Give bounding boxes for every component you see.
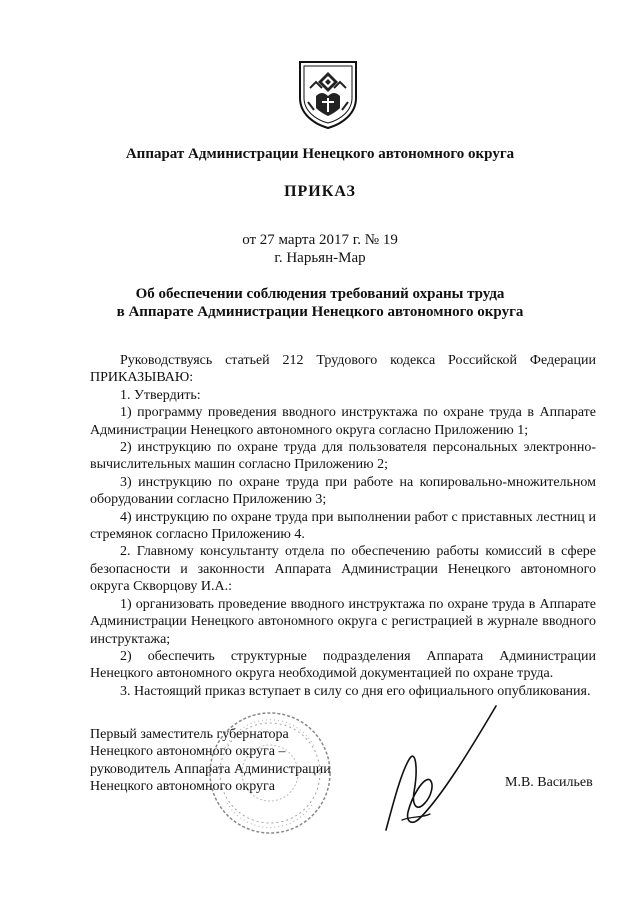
document-subject: [0, 285, 640, 321]
signatory-line-2: Ненецкого автономного округа –: [90, 744, 286, 760]
signatory-line-3: руководитель Аппарата Администрации: [90, 761, 331, 777]
document-date-number: от 27 марта 2017 г. № 19: [242, 232, 398, 248]
paragraph-2-item-1: 1) организовать проведение вводного инструктажа по охране труда в Аппарате Администрации Ненецкого автономного округа с регистрацией в журнале вводного инструктажа;: [90, 596, 596, 647]
organization-title: Аппарат Администрации Ненецкого автономного округа: [125, 146, 515, 162]
paragraph-1: 1. Утвердить:: [120, 387, 201, 403]
paragraph-3: 3. Настоящий приказ вступает в силу со дня его официального опубликования.: [120, 683, 591, 699]
document-type: ПРИКАЗ: [284, 183, 356, 200]
coat-of-arms-icon: [296, 58, 360, 130]
signatory-line-4: Ненецкого автономного округа: [90, 779, 275, 795]
paragraph-2: 2. Главному консультанту отдела по обеспечению работы комиссий в сфере безопасности и законности Аппарата Администрации Ненецкого автономного округа Скворцову И.А.:: [90, 544, 596, 595]
paragraph-1-item-1: 1) программу проведения вводного инструктажа по охране труда в Аппарате Администрации Ненецкого автономного округа согласно Приложению 1;: [90, 405, 596, 438]
document-body: [90, 352, 596, 700]
signatory-name: М.В. Васильев: [505, 775, 593, 790]
subject-line-2: в Аппарате Администрации Ненецкого автономного округа: [116, 304, 524, 320]
paragraph-2-item-2: 2) обеспечить структурные подразделения Аппарата Администрации Ненецкого автономного округа необходимой документацией по охране труда.: [90, 648, 596, 682]
signatory-line-1: Первый заместитель губернатора: [90, 727, 289, 742]
paragraph-1-item-4: 4) инструкцию по охране труда при выполнении работ с приставных лестниц и стремянок согласно Приложению 4.: [90, 509, 596, 543]
document-place: г. Нарьян-Мар: [274, 250, 366, 266]
paragraph-1-item-3: 3) инструкцию по охране труда при работе на копировально-множительном оборудовании согласно Приложению 3;: [90, 474, 596, 508]
paragraph-1-item-2: 2) инструкцию по охране труда для пользователя персональных электронно-вычислительных машин согласно Приложению 2;: [90, 440, 596, 473]
preamble: Руководствуясь статьей 212 Трудового кодекса Российской Федерации ПРИКАЗЫВАЮ:: [90, 353, 596, 386]
subject-line-1: Об обеспечении соблюдения требований охраны труда: [135, 286, 505, 302]
official-seal-icon: [205, 708, 335, 838]
handwritten-signature-icon: [372, 700, 502, 840]
